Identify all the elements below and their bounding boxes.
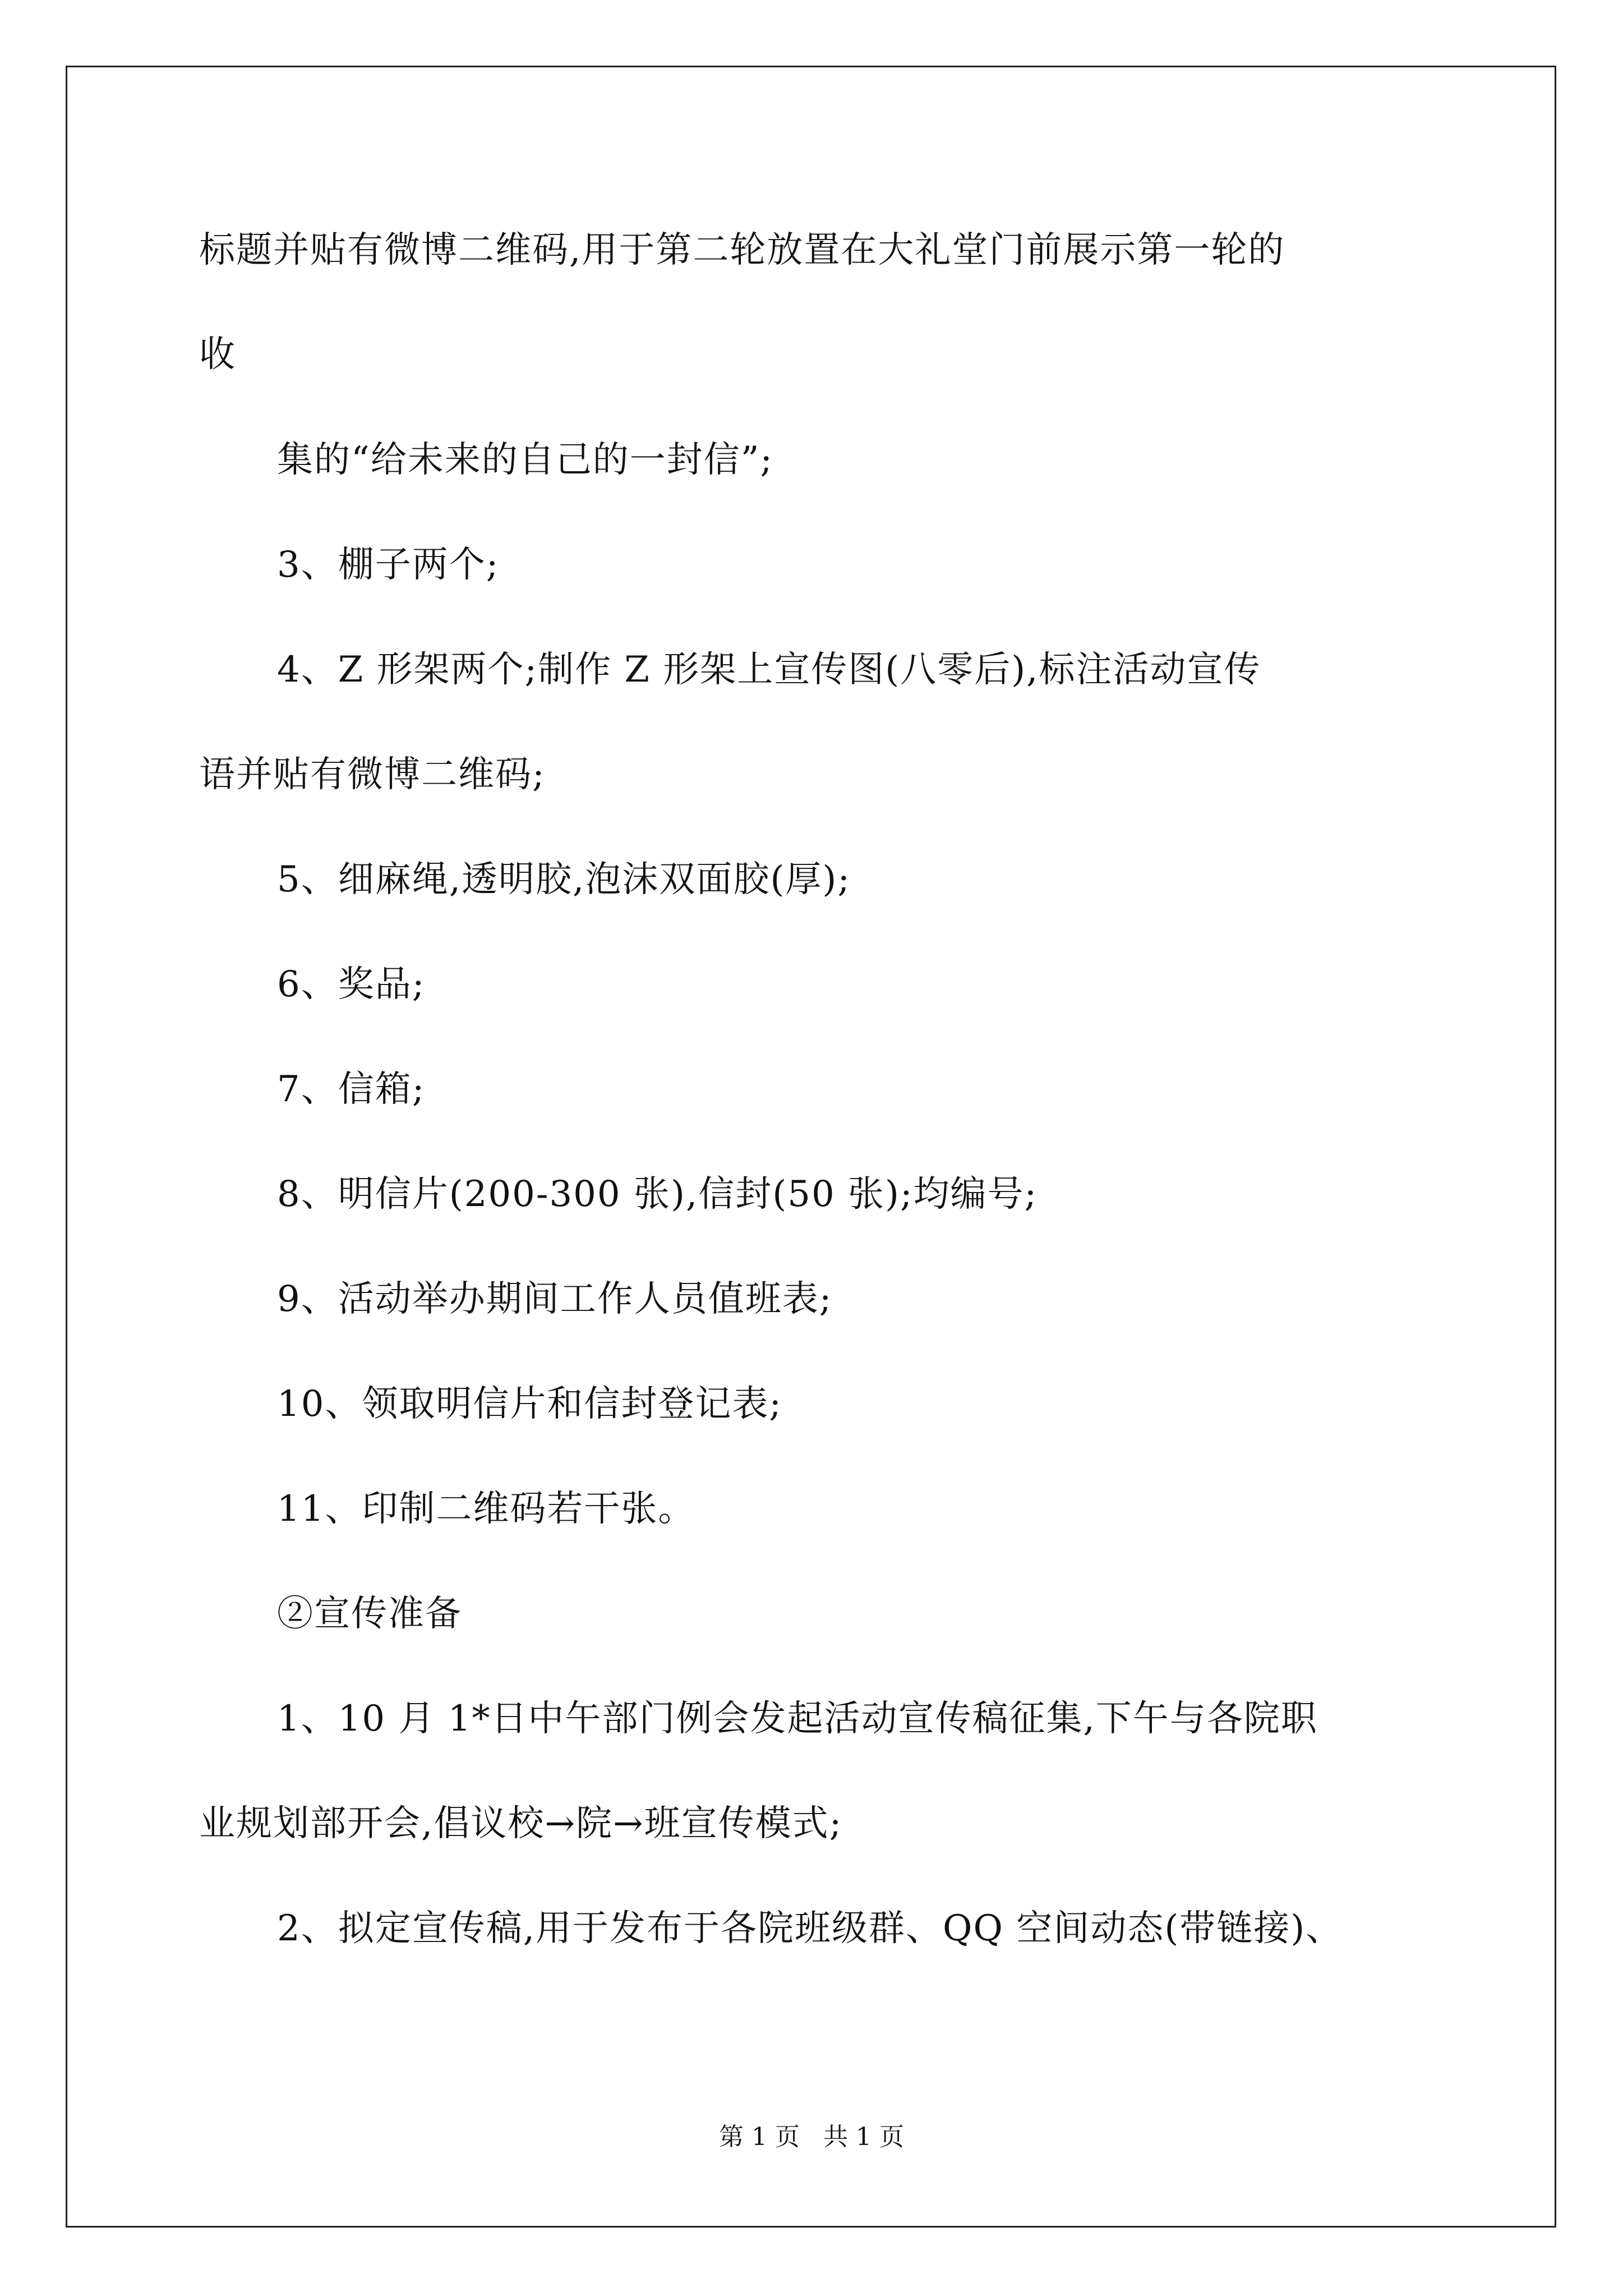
- body-line-3: 集的“给未来的自己的一封信”;: [277, 439, 773, 481]
- body-line-6: 语并贴有微博二维码;: [199, 754, 546, 795]
- body-line-13: 11、印制二维码若干张。: [277, 1488, 695, 1530]
- body-line-7: 5、细麻绳,透明胶,泡沫双面胶(厚);: [277, 859, 851, 900]
- body-line-11: 9、活动举办期间工作人员值班表;: [277, 1278, 833, 1320]
- section-heading: ②宣传准备: [277, 1593, 462, 1635]
- body-line-4: 3、棚子两个;: [277, 544, 500, 586]
- body-line-10: 8、明信片(200-300 张),信封(50 张);均编号;: [277, 1174, 1038, 1215]
- body-line-15: 1、10 月 1*日中午部门例会发起活动宣传稿征集,下午与各院职: [277, 1698, 1318, 1740]
- body-line-2: 收: [199, 334, 236, 375]
- body-line-16: 业规划部开会,倡议校→院→班宣传模式;: [199, 1803, 843, 1844]
- body-line-12: 10、领取明信片和信封登记表;: [277, 1383, 782, 1425]
- body-line-8: 6、奖品;: [277, 964, 426, 1005]
- body-line-9: 7、信箱;: [277, 1069, 426, 1110]
- body-line-5: 4、Z 形架两个;制作 Z 形架上宣传图(八零后),标注活动宣传: [277, 649, 1261, 691]
- body-line-17: 2、拟定宣传稿,用于发布于各院班级群、QQ 空间动态(带链接)、: [277, 1908, 1343, 1949]
- body-line-1: 标题并贴有微博二维码,用于第二轮放置在大礼堂门前展示第一轮的: [199, 229, 1285, 271]
- page-footer: 第 1 页 共 1 页: [719, 2123, 904, 2151]
- page-border: [66, 66, 1556, 2228]
